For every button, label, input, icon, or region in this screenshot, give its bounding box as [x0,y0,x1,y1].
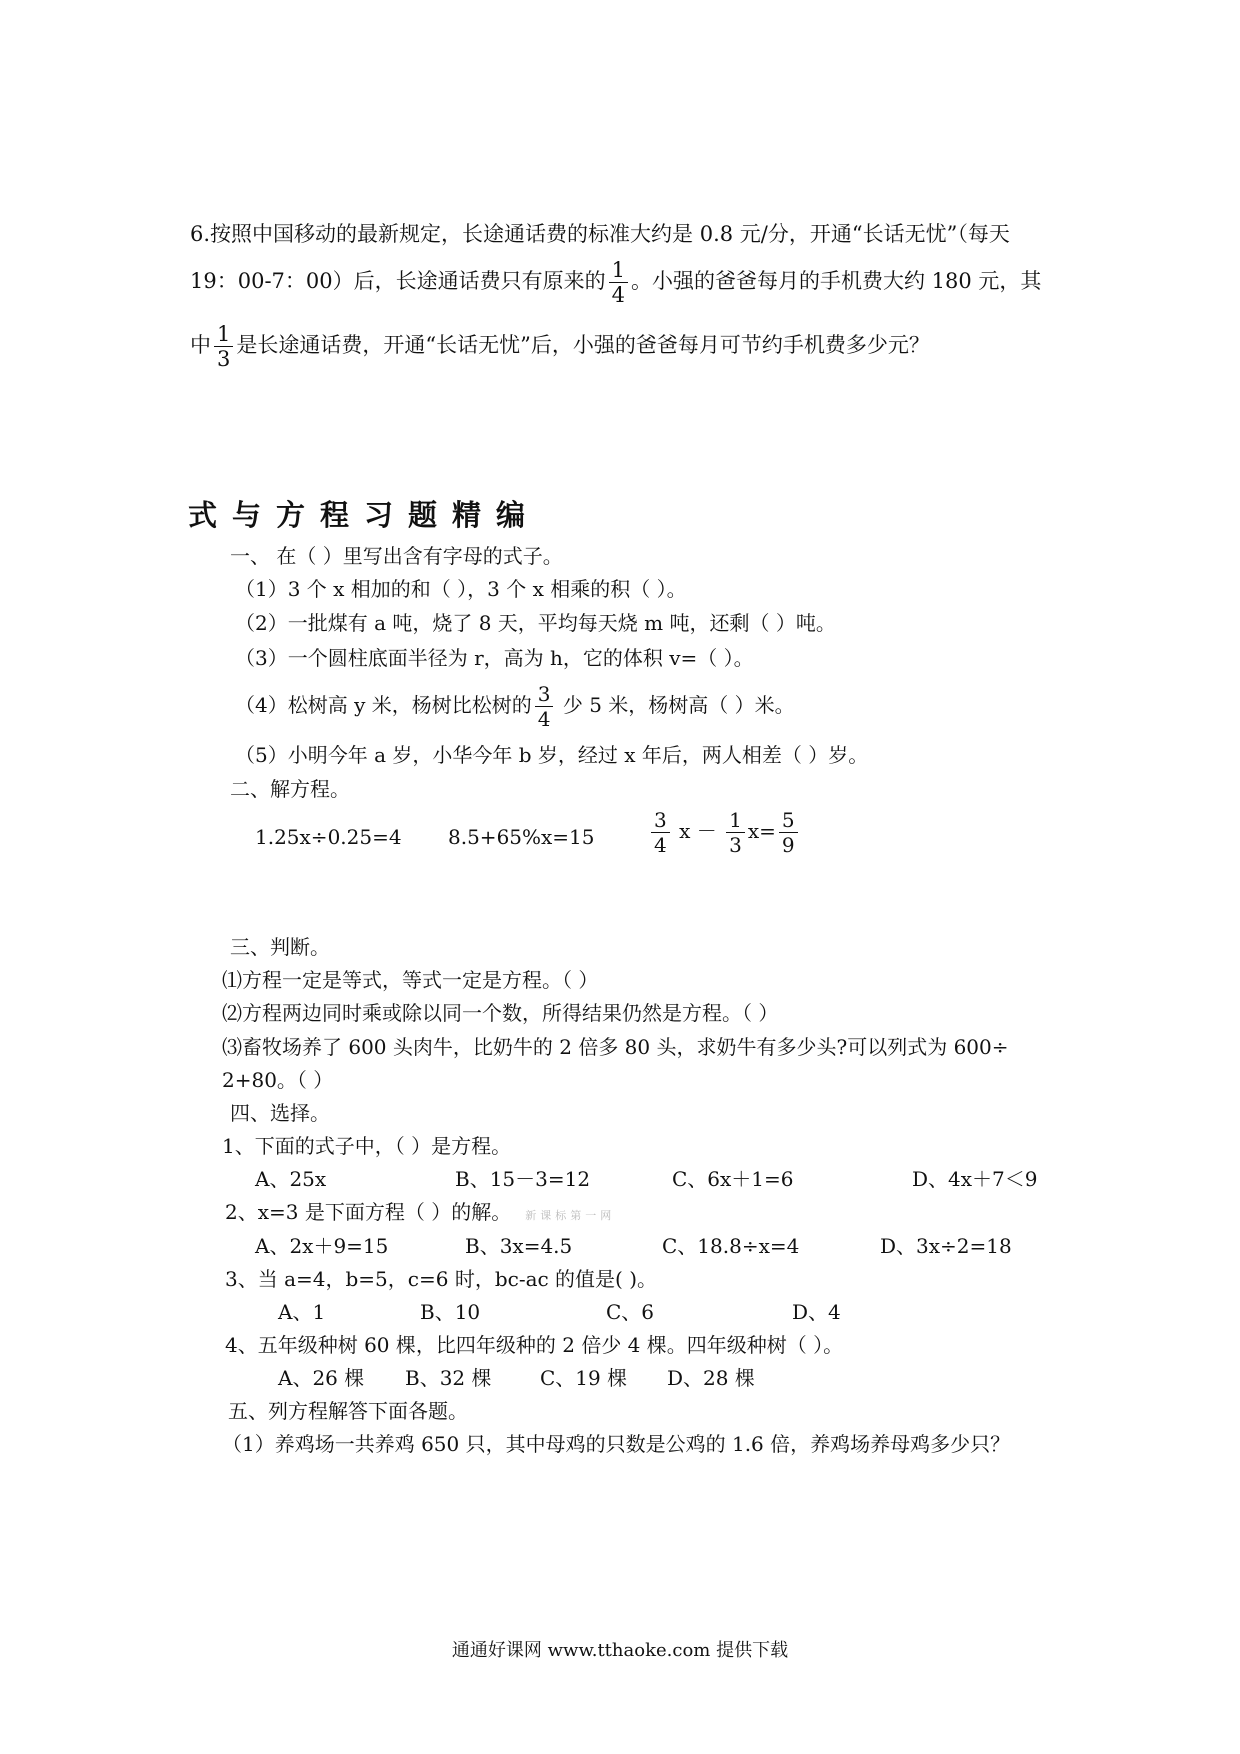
fraction-denominator: 9 [781,833,795,857]
equation-3-x: x= [747,819,776,843]
fraction-numerator: 3 [654,808,667,832]
part1-q1: （1）3 个 x 相加的和（ ），3 个 x 相乘的积（ ）。 [235,577,687,601]
judge-2: ⑵方程两边同时乘或除以同一个数，所得结果仍然是方程。（ ） [222,1001,779,1025]
choice-q4-option: B、32 棵 [405,1366,492,1390]
choice-q4-option: D、28 棵 [667,1366,755,1390]
part1-q4 [235,682,795,731]
choice-q1: 1、下面的式子中，（ ）是方程。 [222,1134,512,1158]
part4-heading: 四、选择。 [230,1101,330,1125]
fraction-five-ninths [779,808,798,857]
choice-q2-option: B、3x=4.5 [465,1234,573,1258]
equation-3 [648,808,801,857]
part1-q2: （2）一批煤有 a 吨，烧了 8 天，平均每天烧 m 吨，还剩（ ）吨。 [235,611,836,635]
fraction-denominator: 3 [729,833,742,857]
choice-q4: 4、五年级种树 60 棵，比四年级种的 2 倍少 4 棵。四年级种树（ ）。 [225,1333,844,1357]
problem6-line2-text-a: 19：00-7：00）后，长途通话费只有原来的 [190,269,606,293]
choice-q1-option: B、15－3=12 [455,1167,591,1191]
fraction-one-quarter [609,258,628,307]
choice-q3: 3、当 a=4，b=5，c=6 时，bc-ac 的值是( )。 [225,1267,658,1291]
choice-q3-option: A、1 [278,1300,326,1324]
part2-heading: 二、解方程。 [230,777,350,801]
choice-q2-option: C、18.8÷x=4 [662,1234,800,1258]
choice-q3-option: B、10 [420,1300,481,1324]
page-footer: 通通好课网 www.tthaoke.com 提供下载 [451,1640,789,1661]
part1-q5: （5）小明今年 a 岁，小华今年 b 岁，经过 x 年后，两人相差（ ）岁。 [235,743,869,767]
equation-1: 1.25x÷0.25=4 [255,825,402,849]
fraction-one-third [726,808,745,857]
part1-q4-text-b: 少 5 米，杨树高（ ）米。 [556,693,795,717]
part1-q4-text-a: （4）松树高 y 米，杨树比松树的 [235,693,532,717]
problem6-line2 [190,258,1041,307]
problem6-line3-text-b: 是长途通话费，开通“长话无忧”后，小强的爸爸每月可节约手机费多少元？ [236,333,930,357]
part3-heading: 三、判断。 [230,935,330,959]
problem6-line3 [190,322,930,371]
fraction-numerator: 5 [781,808,795,832]
part1-q3: （3）一个圆柱底面半径为 r，高为 h，它的体积 v=（ ）。 [235,646,754,670]
equation-2: 8.5+65%x=15 [448,825,595,849]
judge-1: ⑴方程一定是等式，等式一定是方程。（ ） [222,968,599,992]
part5-heading: 五、列方程解答下面各题。 [228,1399,468,1423]
fraction-numerator: 1 [217,322,231,346]
fraction-denominator: 4 [611,283,625,307]
fraction-three-quarters [651,808,670,857]
choice-q4-option: C、19 棵 [540,1366,628,1390]
choice-q2-option: D、3x÷2=18 [880,1234,1012,1258]
fraction-numerator: 3 [537,682,551,706]
choice-q2-text: 2、x=3 是下面方程（ ）的解。 [225,1200,512,1224]
choice-q3-option: D、4 [792,1300,841,1324]
problem6-line3-text-a: 中 [190,333,211,357]
choice-q4-option: A、26 棵 [278,1366,365,1390]
section-title: 式与方程习题精编 [188,498,541,532]
part5-q1: （1）养鸡场一共养鸡 650 只，其中母鸡的只数是公鸡的 1.6 倍，养鸡场养母鸡多少只？ [222,1432,1011,1456]
fraction-denominator: 4 [537,707,551,731]
choice-q1-option: D、4x＋7＜9 [912,1167,1038,1191]
choice-q2 [225,1198,615,1230]
fraction-three-quarters [535,682,554,731]
choice-q1-option: A、25x [255,1167,327,1191]
problem6-line1: 6.按照中国移动的最新规定，长途通话费的标准大约是 0.8 元/分，开通“长话无忧”（每天 [190,222,1010,246]
fraction-one-third [214,322,233,371]
fraction-denominator: 4 [654,833,667,857]
judge-3-line1: ⑶畜牧场养了 600 头肉牛，比奶牛的 2 倍多 80 头，求奶牛有多少头?可以列式为 600÷ [222,1035,1009,1059]
fraction-numerator: 1 [611,258,625,282]
watermark: 新课标第一网 [525,1209,616,1222]
judge-3-line2: 2+80。（ ） [222,1068,334,1092]
choice-q1-option: C、6x＋1=6 [672,1167,794,1191]
choice-q3-option: C、6 [606,1300,655,1324]
choice-q2-option: A、2x＋9=15 [255,1234,389,1258]
fraction-numerator: 1 [729,808,742,832]
problem6-line2-text-b: 。小强的爸爸每月的手机费大约 180 元，其 [631,269,1042,293]
equation-3-middle: x － [679,819,717,843]
part1-heading: 一、 在（ ）里写出含有字母的式子。 [230,544,563,568]
fraction-denominator: 3 [217,347,231,371]
